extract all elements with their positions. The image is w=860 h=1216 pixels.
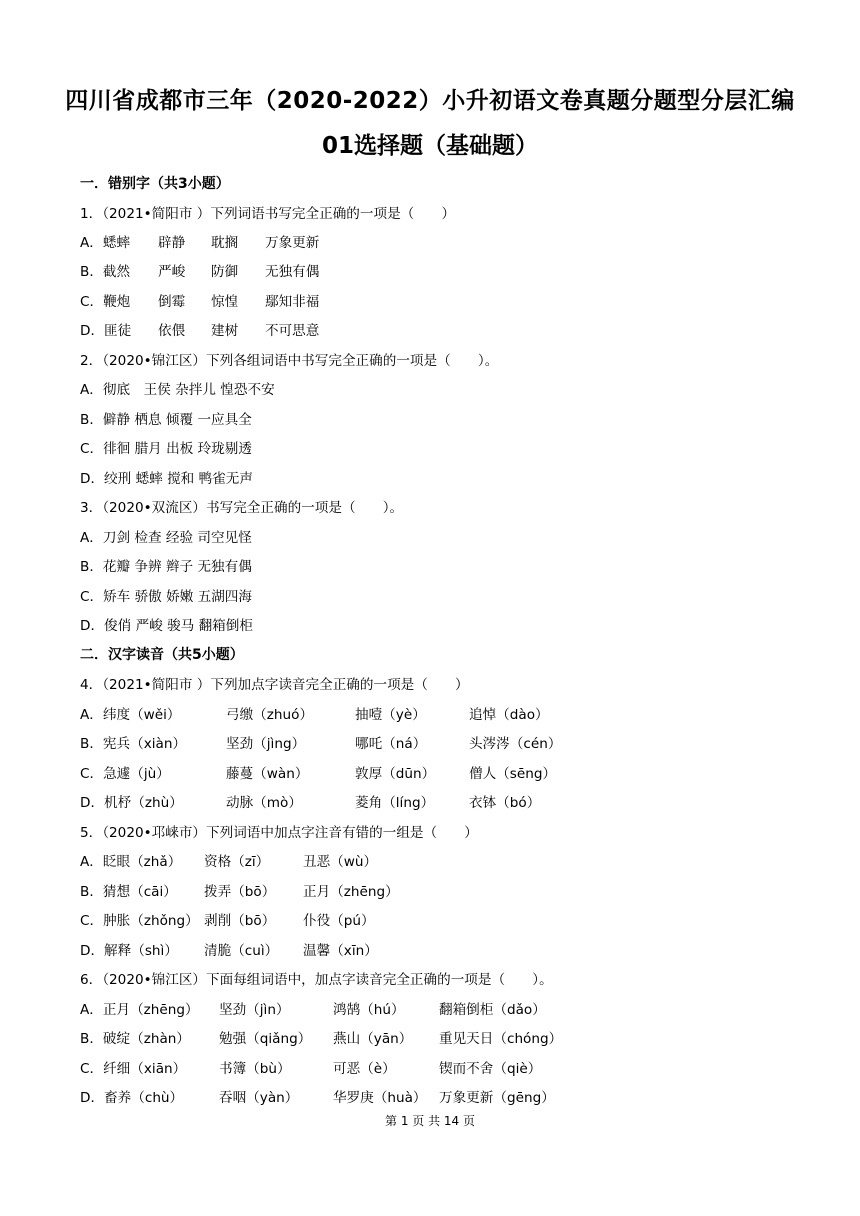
option-cell: 书簿（bù） [219, 1061, 291, 1077]
option-cell: C．急遽（jù） [80, 766, 170, 782]
question-stem: 4．（2021•简阳市 ）下列加点字读音完全正确的一项是（ ） [80, 677, 469, 693]
option-cell: A．纬度（wěi） [80, 707, 181, 723]
option-cell: 追悼（dào） [469, 707, 549, 723]
option-cell: 锲而不舍（qiè） [439, 1061, 542, 1077]
option-line: D．绞刑 蟋蟀 搅和 鸭雀无声 [80, 471, 253, 487]
option-line: B．僻静 栖息 倾覆 一应具全 [80, 412, 252, 428]
option-cell: 僧人（sēng） [469, 766, 557, 782]
option-cell: 正月（zhēng） [303, 884, 399, 900]
question-stem: 2．（2020•锦江区）下列各组词语中书写完全正确的一项是（ ）。 [80, 353, 499, 369]
option-cell: B．猜想（cāi） [80, 884, 177, 900]
question-stem: 1．（2021•简阳市 ）下列词语书写完全正确的一项是（ ） [80, 206, 456, 222]
option-cell: 勉强（qiǎng） [219, 1031, 312, 1047]
option-cell: 清脆（cuì） [204, 943, 279, 959]
option-cell: 重见天日（chóng） [439, 1031, 563, 1047]
option-cell: 万象更新（gēng） [439, 1090, 555, 1106]
option-row [80, 260, 780, 280]
option-cell: 温馨（xīn） [303, 943, 378, 959]
option-cell: 严峻 [158, 264, 186, 280]
option-cell: D．匪徒 [80, 323, 132, 339]
option-cell: A．蟋蟀 [80, 235, 131, 251]
option-row [80, 791, 780, 811]
option-cell: 资格（zī） [204, 854, 270, 870]
option-cell: 坚劲（jìng） [226, 736, 306, 752]
option-cell: 鸿鹄（hú） [333, 1002, 405, 1018]
option-cell: 吞咽（yàn） [219, 1090, 299, 1106]
option-cell: 剥削（bō） [204, 913, 276, 929]
option-cell: 鄢知非福 [265, 294, 320, 310]
option-cell: C．纤细（xiān） [80, 1061, 187, 1077]
question-stem: 6．（2020•锦江区）下面每组词语中，加点字读音完全正确的一项是（ ）。 [80, 972, 553, 988]
option-cell: 弓缴（zhuó） [226, 707, 314, 723]
option-row [80, 1086, 780, 1106]
option-line: C．矫车 骄傲 娇嫩 五湖四海 [80, 589, 252, 605]
option-row [80, 850, 780, 870]
option-cell: 动脉（mò） [226, 795, 302, 811]
option-cell: D．解释（shì） [80, 943, 178, 959]
option-cell: 拨弄（bō） [204, 884, 276, 900]
option-cell: 藤蔓（wàn） [226, 766, 309, 782]
option-cell: B．宪兵（xiàn） [80, 736, 187, 752]
page-footer: 第 1 页 共 14 页 [385, 1114, 475, 1128]
option-cell: 不可思意 [265, 323, 320, 339]
option-cell: 依偎 [158, 323, 186, 339]
option-row [80, 880, 780, 900]
option-cell: B．截然 [80, 264, 131, 280]
option-line: D．俊俏 严峻 骏马 翻箱倒柜 [80, 618, 253, 634]
option-cell: 耽搁 [211, 235, 239, 251]
option-cell: A．眨眼（zhǎ） [80, 854, 182, 870]
option-cell: 万象更新 [265, 235, 320, 251]
option-row [80, 998, 780, 1018]
option-cell: 抽噎（yè） [355, 707, 426, 723]
option-cell: 坚劲（jìn） [219, 1002, 290, 1018]
option-line: C．徘徊 腊月 出板 玲珑剔透 [80, 441, 252, 457]
option-cell: 菱角（líng） [355, 795, 435, 811]
option-cell: C．肿胀（zhǒng） [80, 913, 199, 929]
option-cell: 辟静 [158, 235, 186, 251]
document-subtitle: 01选择题（基础题） [321, 133, 538, 159]
question-stem: 3．（2020•双流区）书写完全正确的一项是（ ）。 [80, 500, 404, 516]
option-cell: 倒霉 [158, 294, 186, 310]
option-row [80, 1057, 780, 1077]
option-cell: 防御 [211, 264, 239, 280]
option-row [80, 939, 780, 959]
option-cell: 华罗庚（huà） [333, 1090, 427, 1106]
section-heading: 二．汉字读音（共5小题） [80, 647, 244, 663]
question-stem: 5．（2020•邛崃市）下列词语中加点字注音有错的一组是（ ） [80, 825, 478, 841]
option-cell: 可恶（è） [333, 1061, 396, 1077]
option-cell: 敦厚（dūn） [355, 766, 436, 782]
option-cell: D．畜养（chù） [80, 1090, 184, 1106]
option-row [80, 290, 780, 310]
option-cell: 燕山（yān） [333, 1031, 413, 1047]
option-cell: 建树 [211, 323, 239, 339]
option-row [80, 1027, 780, 1047]
option-cell: B．破绽（zhàn） [80, 1031, 190, 1047]
option-cell: 哪吒（ná） [355, 736, 427, 752]
option-line: A．彻底 王侯 杂拌儿 惶恐不安 [80, 382, 275, 398]
option-cell: 惊惶 [211, 294, 239, 310]
section-heading: 一．错别字（共3小题） [80, 176, 230, 192]
option-cell: 仆役（pú） [303, 913, 375, 929]
option-cell: 衣钵（bó） [469, 795, 541, 811]
option-row [80, 231, 780, 251]
option-cell: C．鞭炮 [80, 294, 131, 310]
option-cell: 翻箱倒柜（dǎo） [439, 1002, 546, 1018]
document-title: 四川省成都市三年（2020-2022）小升初语文卷真题分题型分层汇编 [65, 88, 795, 114]
option-row [80, 732, 780, 752]
option-cell: 丑恶（wù） [303, 854, 378, 870]
option-line: B．花瓣 争辨 辫子 无独有偶 [80, 559, 252, 575]
option-row [80, 909, 780, 929]
option-cell: 头涔涔（cén） [469, 736, 562, 752]
option-row [80, 703, 780, 723]
option-cell: 无独有偶 [265, 264, 320, 280]
option-line: A．刀剑 检查 经验 司空见怪 [80, 530, 252, 546]
option-cell: A．正月（zhēng） [80, 1002, 199, 1018]
option-cell: D．机杼（zhù） [80, 795, 183, 811]
option-row [80, 319, 780, 339]
option-row [80, 762, 780, 782]
